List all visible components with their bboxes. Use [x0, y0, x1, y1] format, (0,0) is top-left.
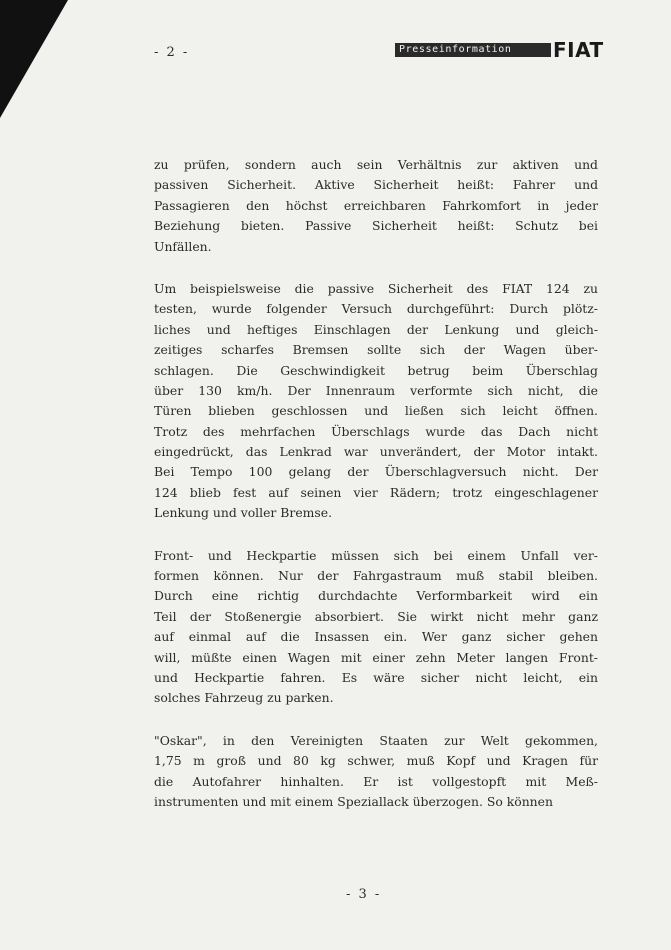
text-line: Durch eine richtig durchdachte Verformbarkeit wird ein — [154, 588, 598, 604]
paragraph — [154, 731, 598, 813]
text-line: Passagieren den höchst erreichbaren Fahrkomfort in jeder — [154, 197, 598, 213]
fiat-logo: FIAT — [553, 38, 604, 62]
text-line: Teil der Stoßenergie absorbiert. Sie wirkt nicht mehr ganz — [154, 608, 598, 624]
text-line: schlagen. Die Geschwindigkeit betrug beim Überschlag — [154, 362, 598, 378]
text-line: auf einmal auf die Insassen ein. Wer ganz sicher gehen — [154, 629, 598, 645]
text-line: solches Fahrzeug zu parken. — [154, 690, 334, 706]
document-body — [154, 155, 598, 834]
text-line: eingedrückt, das Lenkrad war unverändert, der Motor intakt. — [154, 444, 598, 460]
text-line: instrumenten und mit einem Speziallack überzogen. So können — [154, 793, 553, 809]
text-line: zu prüfen, sondern auch sein Verhältnis zur aktiven und — [154, 157, 598, 172]
text-line: will, müßte einen Wagen mit einer zehn Meter langen Front- — [154, 649, 598, 665]
text-line: Lenkung und voller Bremse. — [154, 505, 333, 521]
text-line: Front- und Heckpartie müssen sich bei einem Unfall ver- — [154, 547, 598, 563]
text-line: Trotz des mehrfachen Überschlags wurde das Dach nicht — [154, 423, 598, 439]
text-line: "Oskar", in den Vereinigten Staaten zur Welt gekommen, — [154, 732, 598, 748]
text-line: zeitiges scharfes Bremsen sollte sich der Wagen über- — [154, 342, 598, 358]
text-line: die Autofahrer hinhalten. Er ist vollgestopft mit Meß- — [154, 773, 598, 789]
text-line: über 130 km/h. Der Innenraum verformte sich nicht, die — [154, 382, 598, 398]
paragraph — [154, 546, 598, 709]
text-line: 124 blieb fest auf seinen vier Rädern; trotz eingeschlagener — [154, 484, 598, 500]
paragraph — [154, 279, 598, 524]
text-line: Unfällen. — [154, 238, 212, 254]
page-number-bottom: - 3 - — [346, 887, 382, 902]
dark-corner-shadow — [0, 0, 68, 118]
page-number-top: - 2 - — [154, 45, 190, 60]
text-line: passiven Sicherheit. Aktive Sicherheit heißt: Fahrer und — [154, 177, 598, 193]
press-information-label: Presseinformation — [395, 43, 551, 57]
text-line: testen, wurde folgender Versuch durchgeführt: Durch plötz- — [154, 301, 598, 317]
text-line: liches und heftiges Einschlagen der Lenkung und gleich- — [154, 321, 598, 337]
paragraph — [154, 155, 598, 257]
text-line: Bei Tempo 100 gelang der Überschlagversuch nicht. Der — [154, 464, 598, 480]
text-line: Beziehung bieten. Passive Sicherheit heißt: Schutz bei — [154, 218, 598, 234]
press-header — [395, 40, 627, 60]
text-line: formen können. Nur der Fahrgastraum muß stabil bleiben. — [154, 568, 598, 584]
text-line: Türen blieben geschlossen und ließen sich leicht öffnen. — [154, 403, 598, 419]
text-line: 1,75 m groß und 80 kg schwer, muß Kopf und Kragen für — [154, 753, 598, 769]
text-line: und Heckpartie fahren. Es wäre sicher nicht leicht, ein — [154, 669, 598, 685]
text-line: Um beispielsweise die passive Sicherheit des FIAT 124 zu — [154, 280, 598, 296]
